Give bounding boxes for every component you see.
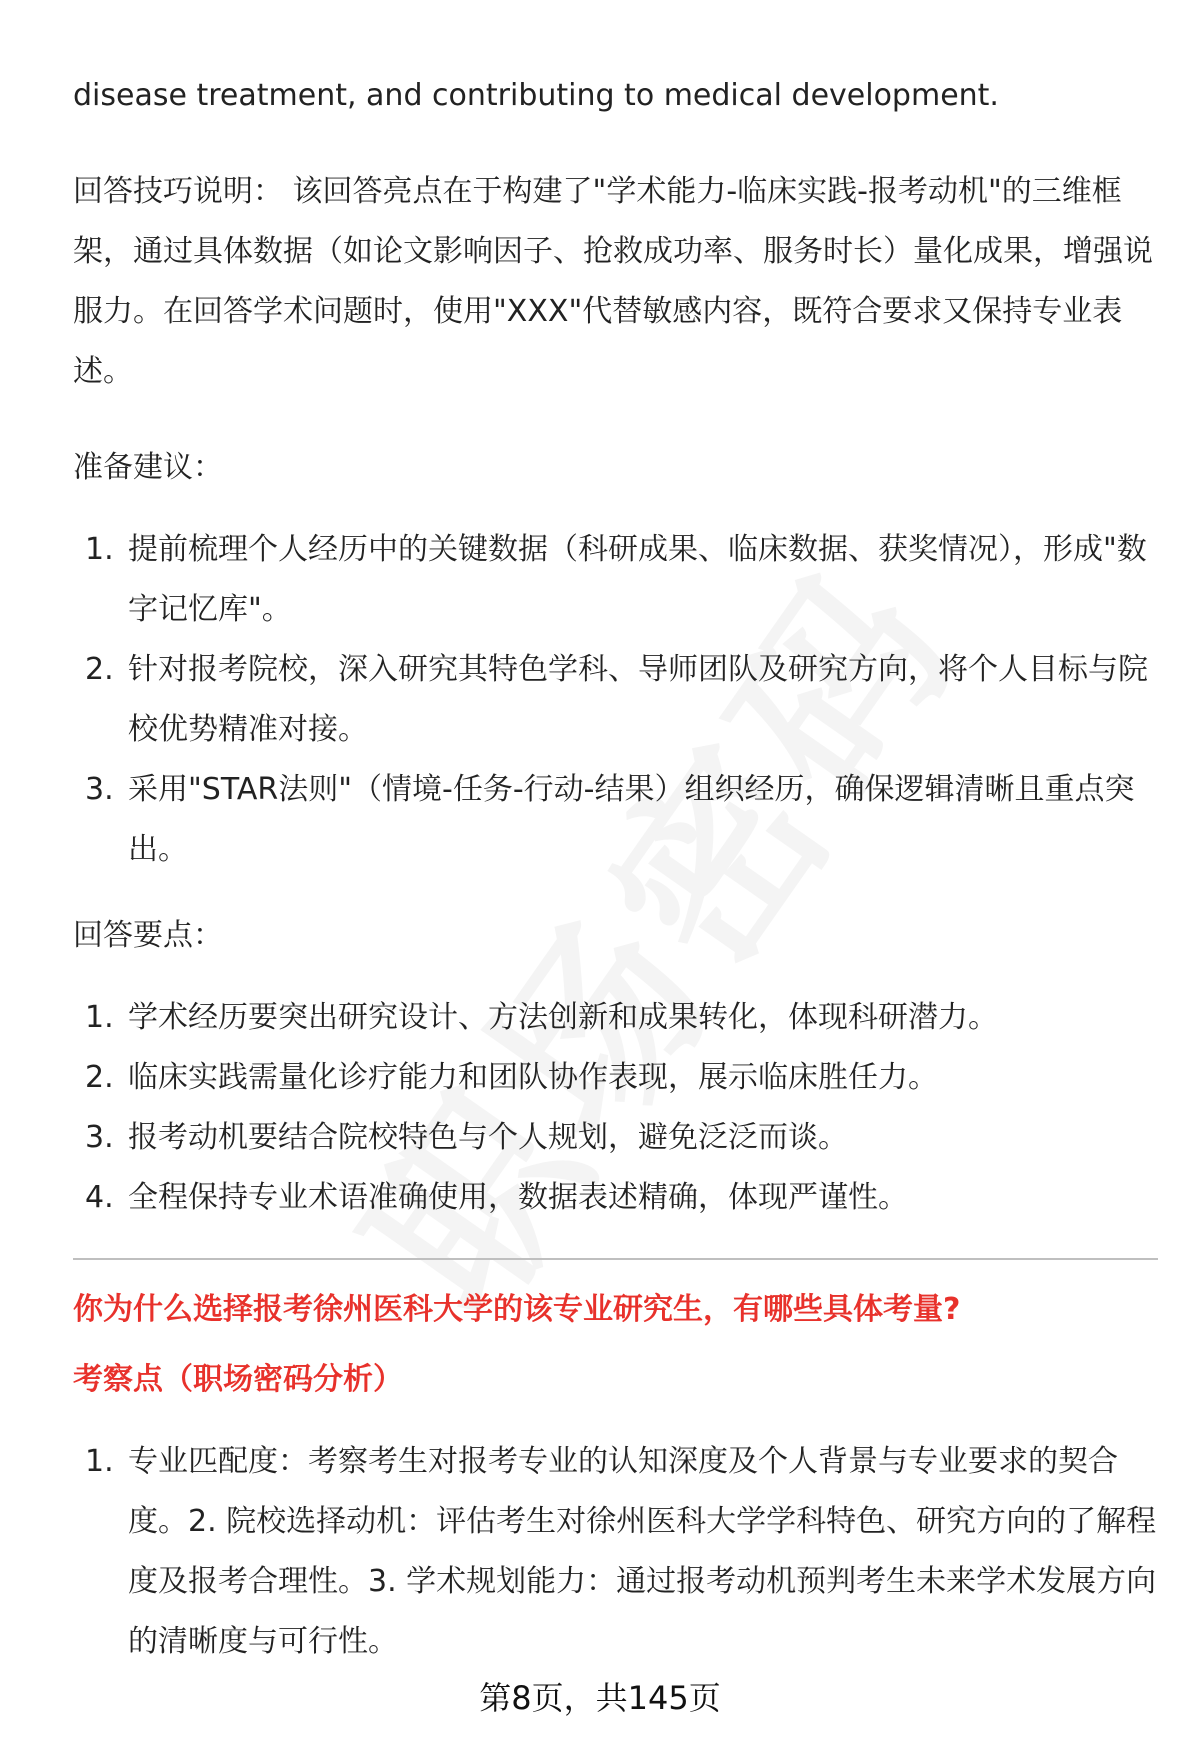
- list-text: 采用"STAR法则"（情境-任务-行动-结果）组织经历，确保逻辑清晰且重点突出。: [128, 772, 1135, 867]
- keypoints-list: [73, 988, 1158, 1228]
- list-number: 3.: [85, 772, 114, 807]
- document-page: [73, 66, 1158, 1672]
- tips-paragraph: [73, 162, 1158, 402]
- exam-points-title: 考察点（职场密码分析）: [73, 1362, 403, 1397]
- list-item: [73, 640, 1158, 760]
- prep-title: 准备建议：: [73, 450, 223, 485]
- tips-text: 该回答亮点在于构建了"学术能力-临床实践-报考动机"的三维框架，通过具体数据（如论文影响因子、抢救成功率、服务时长）量化成果，增强说服力。在回答学术问题时，使用"XXX"代替敏感内容，既符合要求又保持专业表述。: [73, 174, 1153, 389]
- list-item: [73, 988, 1158, 1048]
- exam-points-list: [73, 1432, 1158, 1672]
- list-item: [73, 520, 1158, 640]
- keypoints-title: 回答要点：: [73, 918, 223, 953]
- list-number: 3.: [85, 1120, 114, 1155]
- list-item: [73, 1108, 1158, 1168]
- section-divider: [73, 1258, 1158, 1260]
- list-number: 1.: [85, 1444, 114, 1479]
- list-text: 临床实践需量化诊疗能力和团队协作表现，展示临床胜任力。: [128, 1060, 938, 1095]
- tips-label: 回答技巧说明：: [73, 174, 283, 209]
- question-heading: 你为什么选择报考徐州医科大学的该专业研究生，有哪些具体考量?: [73, 1292, 961, 1327]
- prep-list: [73, 520, 1158, 880]
- list-number: 4.: [85, 1180, 114, 1215]
- list-number: 1.: [85, 1000, 114, 1035]
- list-item: [73, 1432, 1158, 1672]
- page-number-footer: 第8页，共145页: [479, 1679, 721, 1717]
- intro-tail-text: disease treatment, and contributing to medical development.: [73, 78, 999, 113]
- list-item: [73, 1168, 1158, 1228]
- list-item: [73, 1048, 1158, 1108]
- list-text: 报考动机要结合院校特色与个人规划，避免泛泛而谈。: [128, 1120, 848, 1155]
- list-text: 全程保持专业术语准确使用，数据表述精确，体现严谨性。: [128, 1180, 908, 1215]
- list-text: 专业匹配度：考察考生对报考专业的认知深度及个人背景与专业要求的契合度。2. 院校选择动机：评估考生对徐州医科大学学科特色、研究方向的了解程度及报考合理性。3. 学术规划能力：通过报考动机预判考生未来学术发展方向的清晰度与可行性。: [128, 1444, 1157, 1659]
- list-item: [73, 760, 1158, 880]
- list-text: 提前梳理个人经历中的关键数据（科研成果、临床数据、获奖情况），形成"数字记忆库"。: [128, 532, 1147, 627]
- list-number: 2.: [85, 652, 114, 687]
- list-number: 1.: [85, 532, 114, 567]
- list-text: 学术经历要突出研究设计、方法创新和成果转化，体现科研潜力。: [128, 1000, 998, 1035]
- list-number: 2.: [85, 1060, 114, 1095]
- list-text: 针对报考院校，深入研究其特色学科、导师团队及研究方向，将个人目标与院校优势精准对接。: [128, 652, 1148, 747]
